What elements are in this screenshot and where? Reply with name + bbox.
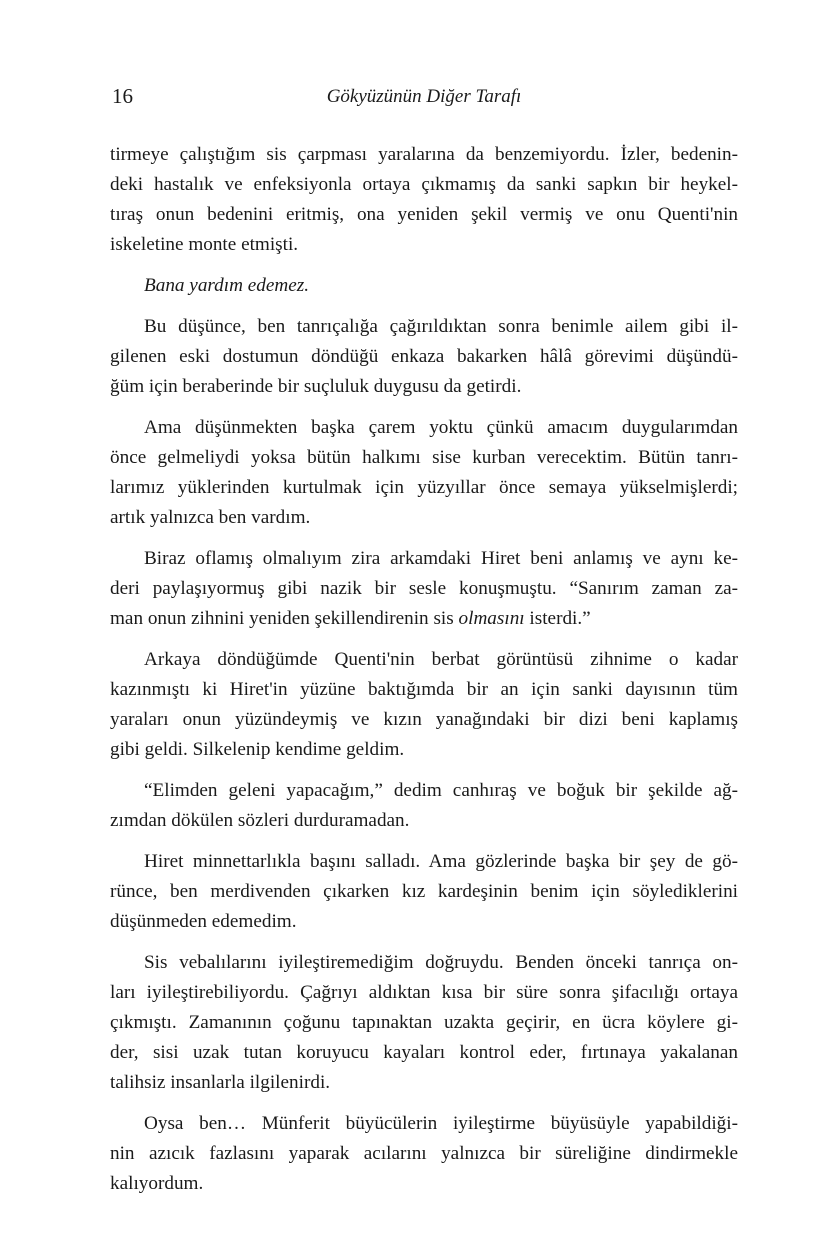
text-line: kazınmıştı ki Hiret'in yüzüne baktığımda bir an için sanki dayısının tüm xyxy=(110,679,738,700)
text-line: nin azıcık fazlasını yaparak acılarını yalnızca bir süreliğine dindirmekle xyxy=(110,1143,738,1164)
text-line: gilenen eski dostumun döndüğü enkaza bakarken hâlâ görevimi düşündü- xyxy=(110,346,738,367)
text-line: Oysa ben… Münferit büyücülerin iyileştirme büyüsüyle yapabildiği- xyxy=(144,1113,738,1134)
text-line: Biraz oflamış olmalıyım zira arkamdaki Hiret beni anlamış ve aynı ke- xyxy=(144,548,738,569)
page-number: 16 xyxy=(112,84,133,108)
text-line: rünce, ben merdivenden çıkarken kız kardeşinin benim için söylediklerini xyxy=(110,881,738,902)
paragraph xyxy=(110,1109,738,1199)
paragraph xyxy=(110,847,738,937)
paragraph xyxy=(110,544,738,634)
paragraph xyxy=(110,140,738,260)
text-line: deri paylaşıyormuş gibi nazik bir sesle konuşmuştu. “Sanırım zaman za- xyxy=(110,578,738,599)
text-line: talihsiz insanlarla ilgilenirdi. xyxy=(110,1072,331,1093)
text-line: çıkmıştı. Zamanının çoğunu tapınaktan uzakta geçirir, en ücra köylere gi- xyxy=(110,1012,738,1033)
text-line: deki hastalık ve enfeksiyonla ortaya çıkmamış da sanki sapkın bir heykel- xyxy=(110,174,738,195)
text-line: larımız yüklerinden kurtulmak için yüzyıllar önce semaya yükselmişlerdi; xyxy=(110,477,738,498)
text-line: artık yalnızca ben vardım. xyxy=(110,507,311,528)
paragraph xyxy=(110,271,738,301)
text-line: ları iyileştirebiliyordu. Çağrıyı aldıktan kısa bir süre sonra şifacılığı ortaya xyxy=(110,982,738,1003)
text-segment: man onun zihnini yeniden şekillendirenin sis xyxy=(110,608,459,629)
text-line: Ama düşünmekten başka çarem yoktu çünkü amacım duygularımdan xyxy=(144,417,738,438)
text-segment: isterdi.” xyxy=(524,608,591,629)
text-line: Sis vebalılarını iyileştiremediğim doğruydu. Benden önceki tanrıça on- xyxy=(144,952,738,973)
text-line: yaraları onun yüzündeymiş ve kızın yanağındaki bir dizi beni kaplamış xyxy=(110,709,738,730)
text-line: Bu düşünce, ben tanrıçalığa çağırıldıktan sonra benimle ailem gibi il- xyxy=(144,316,738,337)
text-line: önce gelmeliydi yoksa bütün halkımı sise kurban verecektim. Bütün tanrı- xyxy=(110,447,738,468)
text-line: “Elimden geleni yapacağım,” dedim canhıraş ve boğuk bir şekilde ağ- xyxy=(144,780,738,801)
text-line: Arkaya döndüğümde Quenti'nin berbat görüntüsü zihnime o kadar xyxy=(144,649,738,670)
text-line: kalıyordum. xyxy=(110,1173,204,1194)
text-line: düşünmeden edemedim. xyxy=(110,911,297,932)
paragraph xyxy=(110,948,738,1098)
page-body xyxy=(110,140,738,1210)
running-title: Gökyüzünün Diğer Tarafı xyxy=(326,86,522,107)
text-line: ğüm için beraberinde bir suçluluk duygusu da getirdi. xyxy=(110,376,522,397)
text-line: zımdan dökülen sözleri durduramadan. xyxy=(110,810,410,831)
text-line: iskeletine monte etmişti. xyxy=(110,234,299,255)
emphasized-text: olmasını xyxy=(458,608,525,629)
text-line: tıraş onun bedenini eritmiş, ona yeniden şekil vermiş ve onu Quenti'nin xyxy=(110,204,738,225)
text-line: Hiret minnettarlıkla başını salladı. Ama gözlerinde başka bir şey de gö- xyxy=(144,851,738,872)
text-line: der, sisi uzak tutan koruyucu kayaları kontrol eder, fırtınaya yakalanan xyxy=(110,1042,738,1063)
text-line: tirmeye çalıştığım sis çarpması yaralarına da benzemiyordu. İzler, bedenin- xyxy=(110,144,738,165)
paragraph xyxy=(110,776,738,836)
paragraph xyxy=(110,312,738,402)
paragraph xyxy=(110,413,738,533)
text-line: gibi geldi. Silkelenip kendime geldim. xyxy=(110,739,405,760)
text-line xyxy=(110,604,738,634)
text-line: Bana yardım edemez. xyxy=(144,275,310,296)
paragraph xyxy=(110,645,738,765)
page-header xyxy=(110,84,738,114)
